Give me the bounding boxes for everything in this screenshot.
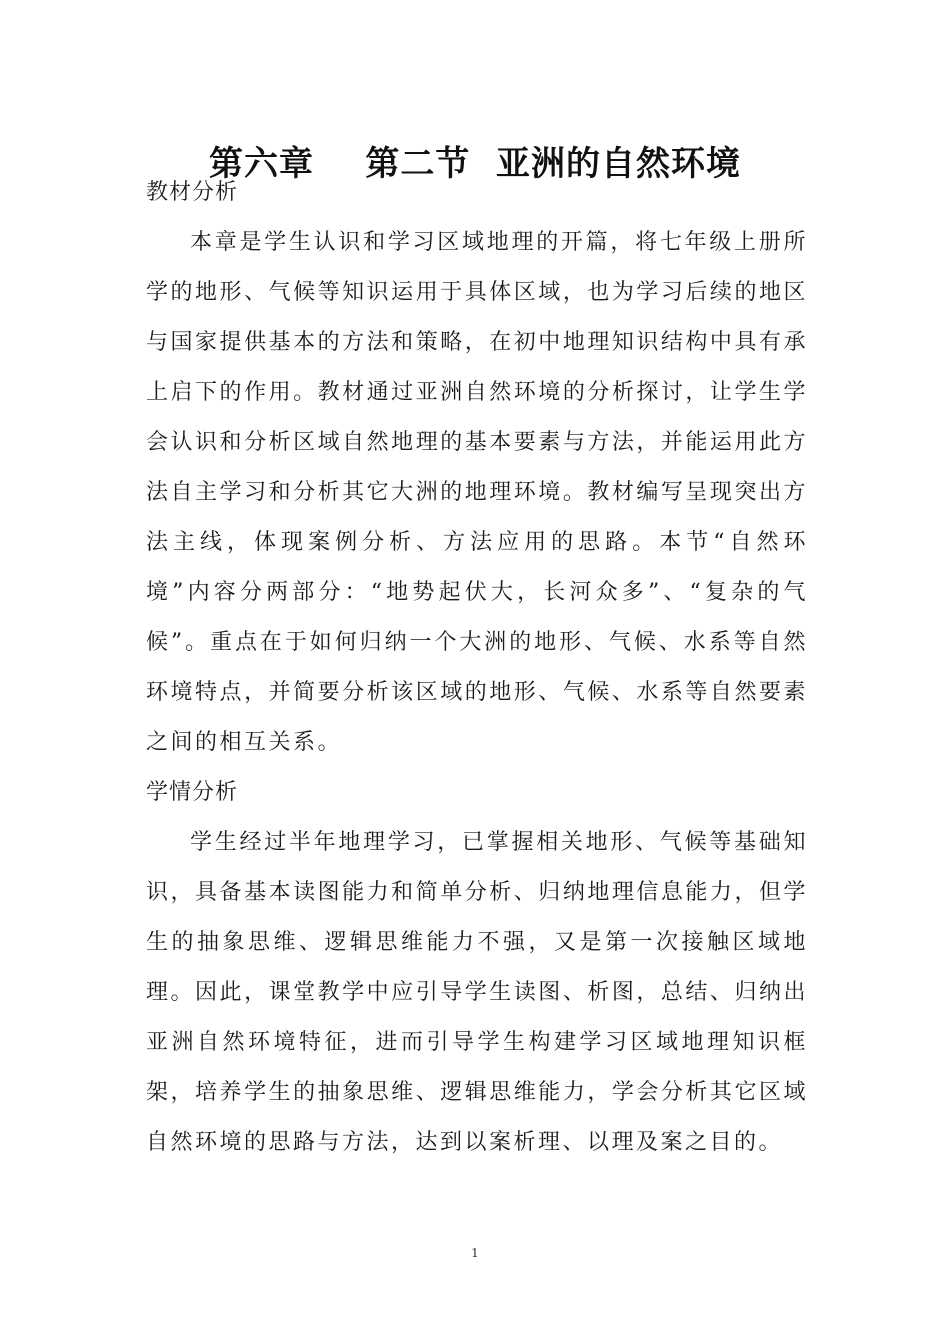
page-number: 1	[471, 1246, 479, 1260]
section-paragraph: 本章是学生认识和学习区域地理的开篇，将七年级上册所学的地形、气候等知识运用于具体区域，也为学习后续的地区与国家提供基本的方法和策略，在初中地理知识结构中具有承上启下的作用。教材通过亚洲自然环境的分析探讨，让学生学会认识和分析区域自然地理的基本要素与方法，并能运用此方法自主学习和分析其它大洲的地理环境。教材编写呈现突出方法主线，体现案例分析、方法应用的思路。本节“自然环境”内容分两部分：“地势起伏大，长河众多”、“复杂的气候”。重点在于如何归纳一个大洲的地形、气候、水系等自然环境特点，并简要分析该区域的地形、气候、水系等自然要素之间的相互关系。	[146, 230, 808, 755]
section-heading: 学情分析	[146, 780, 239, 805]
section-heading: 教材分析	[146, 180, 239, 205]
section-student-analysis	[146, 768, 808, 1168]
section-paragraph: 学生经过半年地理学习，已掌握相关地形、气候等基础知识，具备基本读图能力和简单分析、归纳地理信息能力，但学生的抽象思维、逻辑思维能力不强，又是第一次接触区域地理。因此，课堂教学中应引导学生读图、析图，总结、归纳出亚洲自然环境特征，进而引导学生构建学习区域地理知识框架，培养学生的抽象思维、逻辑思维能力，学会分析其它区域自然环境的思路与方法，达到以案析理、以理及案之目的。	[146, 830, 808, 1155]
section-textbook-analysis	[146, 168, 808, 768]
page-title: 第六章 第二节 亚洲的自然环境	[208, 143, 742, 184]
document-body	[146, 168, 808, 1168]
